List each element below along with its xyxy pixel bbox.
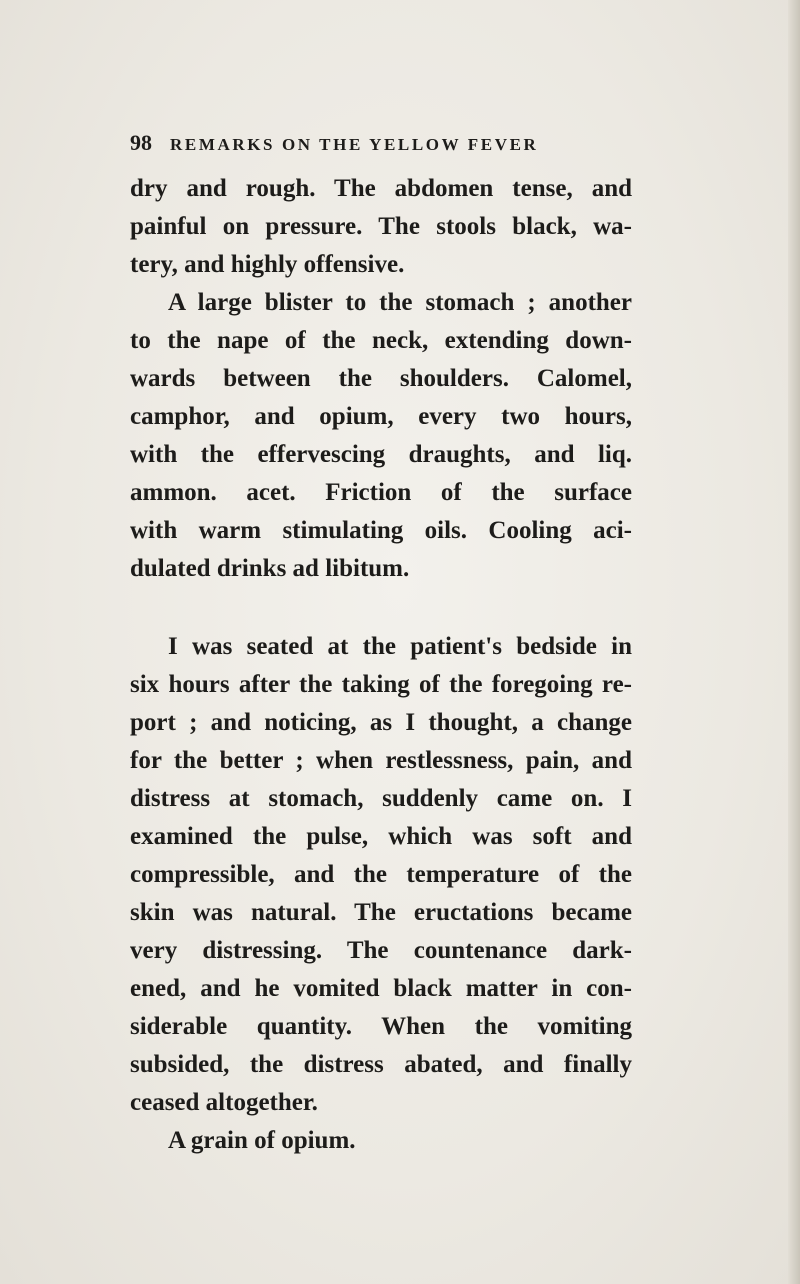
running-title: REMARKS ON THE YELLOW FEVER bbox=[170, 135, 539, 154]
text-line: distress at stomach, suddenly came on. I bbox=[130, 785, 632, 812]
page-number: 98 bbox=[130, 130, 152, 155]
body-text bbox=[130, 170, 632, 1160]
paragraph bbox=[130, 284, 632, 588]
text-line: tery, and highly offensive. bbox=[130, 251, 405, 278]
paragraph bbox=[130, 628, 632, 1122]
text-line: A grain of opium. bbox=[168, 1127, 356, 1154]
paragraph-gap bbox=[130, 588, 632, 628]
text-line: ened, and he vomited black matter in con- bbox=[130, 975, 632, 1002]
text-line: dry and rough. The abdomen tense, and bbox=[130, 175, 632, 202]
text-line: dulated drinks ad libitum. bbox=[130, 555, 410, 582]
text-line: examined the pulse, which was soft and bbox=[130, 823, 632, 850]
text-line: skin was natural. The eructations became bbox=[130, 899, 632, 926]
text-line: painful on pressure. The stools black, wa- bbox=[130, 213, 632, 240]
paragraph bbox=[130, 170, 632, 284]
text-line: to the nape of the neck, extending down- bbox=[130, 327, 632, 354]
text-line: with warm stimulating oils. Cooling aci- bbox=[130, 517, 632, 544]
page-edge bbox=[788, 0, 800, 1284]
text-line: I was seated at the patient's bedside in bbox=[168, 633, 632, 660]
text-line: siderable quantity. When the vomiting bbox=[130, 1013, 632, 1040]
text-line: very distressing. The countenance dark- bbox=[130, 937, 632, 964]
text-line: compressible, and the temperature of the bbox=[130, 861, 632, 888]
text-line: six hours after the taking of the foregoing re- bbox=[130, 671, 632, 698]
running-head bbox=[130, 130, 620, 160]
text-line: A large blister to the stomach ; another bbox=[168, 289, 632, 316]
text-line: ammon. acet. Friction of the surface bbox=[130, 479, 632, 506]
paragraph bbox=[130, 1122, 632, 1160]
text-line: port ; and noticing, as I thought, a change bbox=[130, 709, 632, 736]
text-line: subsided, the distress abated, and finally bbox=[130, 1051, 632, 1078]
text-line: camphor, and opium, every two hours, bbox=[130, 403, 632, 430]
text-line: for the better ; when restlessness, pain, and bbox=[130, 747, 632, 774]
text-line: ceased altogether. bbox=[130, 1089, 318, 1116]
text-line: with the effervescing draughts, and liq. bbox=[130, 441, 632, 468]
text-line: wards between the shoulders. Calomel, bbox=[130, 365, 632, 392]
